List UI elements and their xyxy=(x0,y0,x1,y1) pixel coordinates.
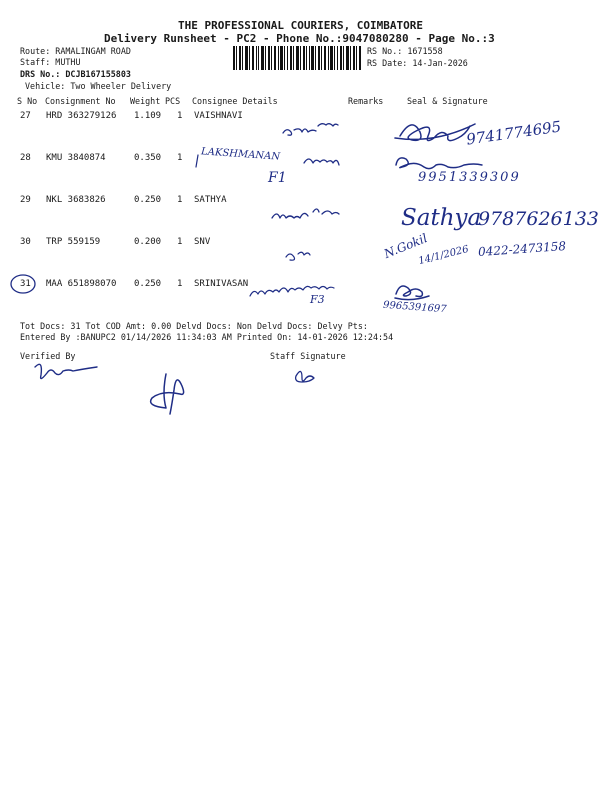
table-row-consignee: SNV xyxy=(194,237,211,247)
handwritten-phone-31: 9965391697 xyxy=(382,299,447,316)
drs-label: DRS No.: xyxy=(20,69,66,79)
table-row-weight: 0.250 xyxy=(134,195,162,205)
route-label: Route: RAMALINGAM ROAD xyxy=(20,46,131,56)
table-row-consignee: SRINIVASAN xyxy=(194,279,249,289)
rs-number: RS No.: 1671558 xyxy=(367,46,443,56)
table-row-sno: 29 xyxy=(20,195,31,205)
staff-label: Staff: MUTHU xyxy=(20,57,81,67)
signature-28 xyxy=(396,158,482,169)
verifier-signature xyxy=(35,364,97,378)
col-pcs: PCS xyxy=(165,96,181,106)
table-row-consignment: NKL 3683826 xyxy=(46,195,106,205)
table-row-consignment: TRP 559159 xyxy=(46,237,101,247)
table-row-pcs: 1 xyxy=(177,153,183,163)
table-row-consignee: SATHYA xyxy=(194,195,227,205)
table-row-sno: 27 xyxy=(20,111,31,121)
col-sno: S No xyxy=(17,96,38,106)
remark-scribble-28 xyxy=(304,159,339,165)
table-row-sno: 30 xyxy=(20,237,31,247)
table-row-consignment: HRD 363279126 xyxy=(46,111,117,121)
col-seal: Seal & Signature xyxy=(407,96,488,106)
handwritten-f-31: F3 xyxy=(310,293,325,306)
handwritten-signature-29: Sathya xyxy=(401,205,482,231)
remark-scribble-29 xyxy=(272,209,339,218)
staff-initials xyxy=(296,371,314,382)
vehicle-label: Vehicle: Two Wheeler Delivery xyxy=(25,81,172,91)
table-row-sno: 31 xyxy=(20,279,31,289)
signature-27 xyxy=(395,124,475,141)
barcode xyxy=(233,46,361,70)
handwritten-date-30: 14/1/2026 xyxy=(417,243,470,268)
table-row-consignment: KMU 3840874 xyxy=(46,153,106,163)
col-weight: Weight xyxy=(130,96,161,106)
staff-signature-label: Staff Signature xyxy=(270,351,346,361)
drs-value: DCJB167155803 xyxy=(65,69,131,79)
drs-number xyxy=(20,69,131,79)
table-row-consignee: VAISHNAVI xyxy=(194,111,243,121)
col-consignee: Consignee Details xyxy=(192,96,278,106)
runsheet-title: Delivery Runsheet - PC2 - Phone No.:9047080280 - Page No.:3 xyxy=(104,32,495,45)
table-row-weight: 0.350 xyxy=(134,153,162,163)
handwritten-phone-28: 9951339309 xyxy=(418,170,521,185)
table-row-pcs: 1 xyxy=(177,195,183,205)
company-name: THE PROFESSIONAL COURIERS, COIMBATORE xyxy=(178,19,424,32)
table-row-pcs: 1 xyxy=(177,279,183,289)
handwritten-f-28: F1 xyxy=(268,170,287,186)
verified-by-label: Verified By xyxy=(20,351,76,361)
table-row-pcs: 1 xyxy=(177,111,183,121)
remark-scribble-27 xyxy=(283,124,338,135)
signature-31 xyxy=(395,286,429,300)
table-row-consignment: MAA 651898070 xyxy=(46,279,117,289)
col-remarks: Remarks xyxy=(348,96,384,106)
handwritten-phone-29: 9787626133 xyxy=(478,208,599,230)
rs-date: RS Date: 14-Jan-2026 xyxy=(367,58,468,68)
handwritten-name-28: LAKSHMANAN xyxy=(200,146,281,163)
handwritten-phone-27: 9741774695 xyxy=(465,117,563,149)
staff-signature-scribble xyxy=(151,374,184,414)
table-row-weight: 0.200 xyxy=(134,237,162,247)
table-row-pcs: 1 xyxy=(177,237,183,247)
totals-line: Tot Docs: 31 Tot COD Amt: 0.00 Delvd Docs: Non Delvd Docs: Delvy Pts: xyxy=(20,321,368,331)
table-row-weight: 1.109 xyxy=(134,111,162,121)
remark-scribble-30 xyxy=(286,252,310,260)
table-row-sno: 28 xyxy=(20,153,31,163)
table-row-weight: 0.250 xyxy=(134,279,162,289)
col-consignment: Consignment No xyxy=(45,96,116,106)
handwritten-phone-30: 0422-2473158 xyxy=(477,238,567,260)
bracket-mark-28 xyxy=(196,155,198,167)
entered-by: Entered By :BANUPC2 01/14/2026 11:34:03 AM Printed On: 14-01-2026 12:24:54 xyxy=(20,332,394,342)
handwritten-signature-30: N.Gokil xyxy=(382,231,430,261)
